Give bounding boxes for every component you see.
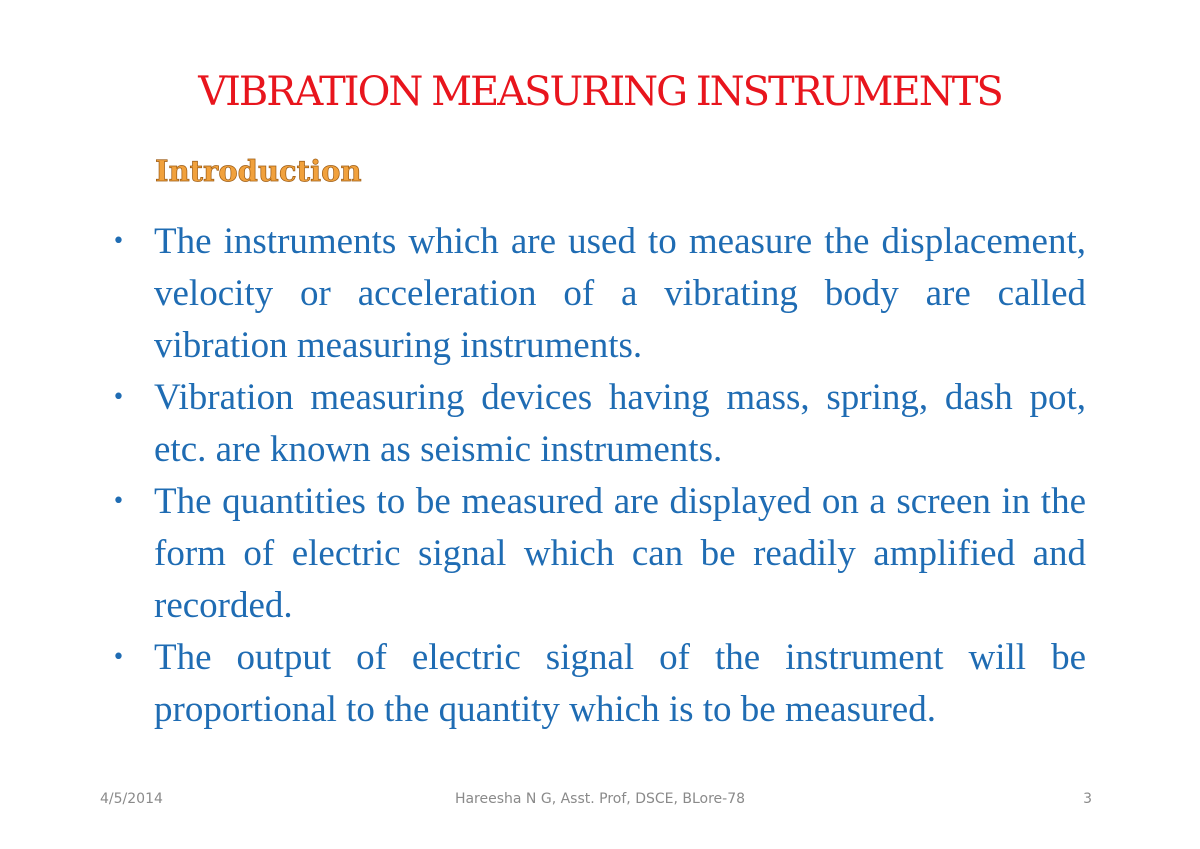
bullet-marker: • xyxy=(112,385,125,410)
section-heading: Introduction xyxy=(155,154,362,188)
slide-title: VIBRATION MEASURING INSTRUMENTS xyxy=(198,69,1002,115)
bullet-marker: • xyxy=(112,645,125,670)
bullet-marker: • xyxy=(112,229,125,254)
bullet-text: Vibration measuring devices having mass, spring, dash pot, etc. are known as seismic instruments. xyxy=(154,377,1086,470)
bullet-list xyxy=(112,216,1086,736)
bullet-item xyxy=(112,216,1086,372)
footer-date: 4/5/2014 xyxy=(100,791,163,807)
bullet-item xyxy=(112,372,1086,476)
bullet-text: The quantities to be measured are displayed on a screen in the form of electric signal which can be readily amplified and recorded. xyxy=(154,481,1086,626)
footer-page-number: 3 xyxy=(1083,791,1092,807)
bullet-marker: • xyxy=(112,489,125,514)
bullet-text: The instruments which are used to measure the displacement, velocity or acceleration of a vibrating body are called vibration measuring instruments. xyxy=(154,221,1086,366)
bullet-item xyxy=(112,632,1086,736)
bullet-text: The output of electric signal of the instrument will be proportional to the quantity which is to be measured. xyxy=(154,637,1086,730)
bullet-item xyxy=(112,476,1086,632)
footer-author: Hareesha N G, Asst. Prof, DSCE, BLore-78 xyxy=(454,791,746,807)
